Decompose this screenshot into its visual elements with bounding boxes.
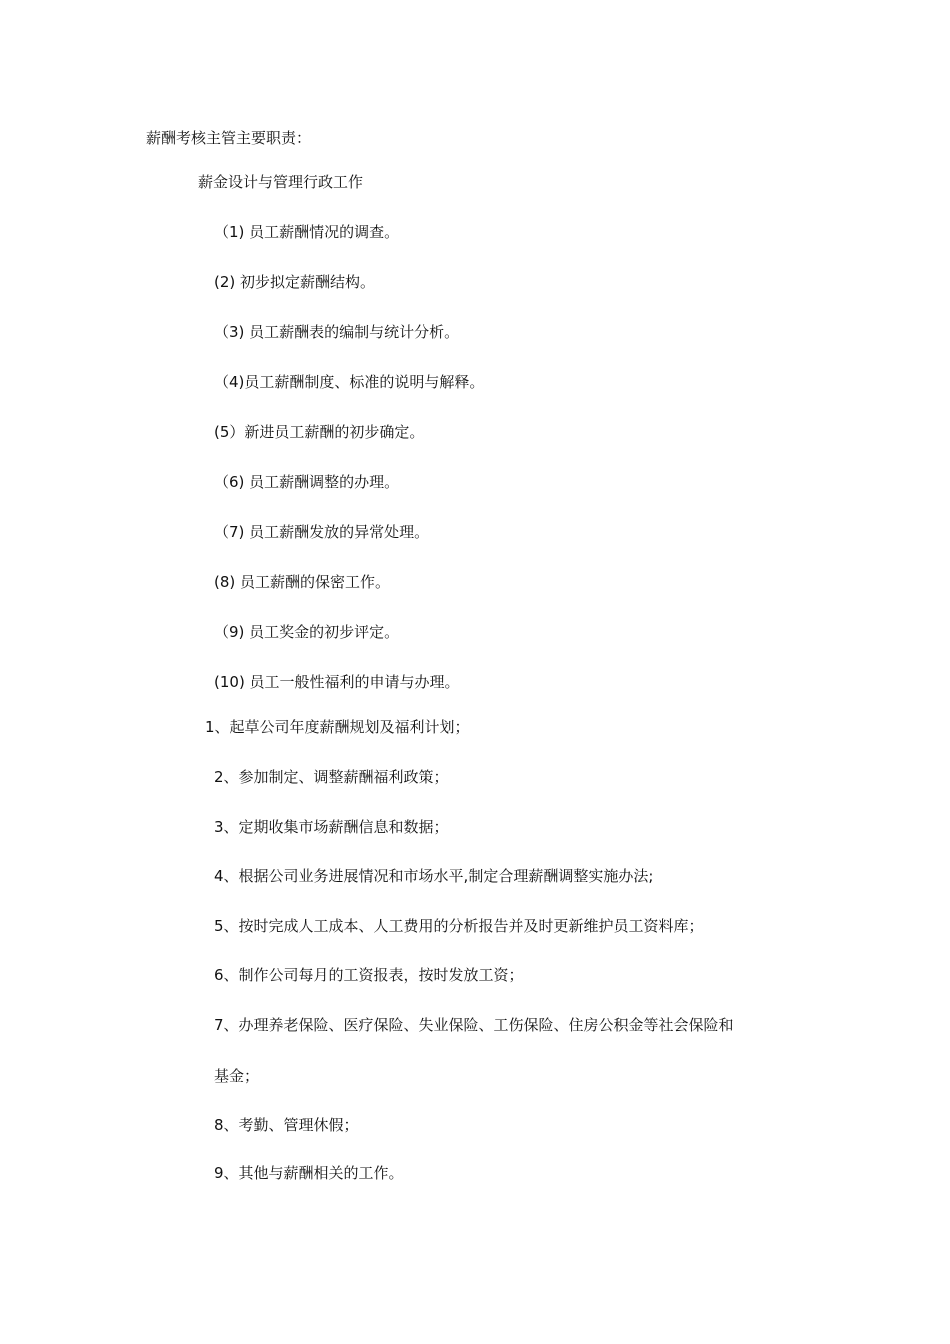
section-heading: 薪金设计与管理行政工作 xyxy=(198,173,364,191)
document-title: 薪酬考核主管主要职责： xyxy=(146,129,312,147)
sub-item: （9) 员工奖金的初步评定。 xyxy=(214,623,400,641)
duty-item: 7、办理养老保险、医疗保险、失业保险、工伤保险、住房公积金等社会保险和 xyxy=(214,1016,734,1034)
sub-item: (10) 员工一般性福利的申请与办理。 xyxy=(214,673,460,691)
sub-item: （4)员工薪酬制度、标准的说明与解释。 xyxy=(214,373,485,391)
sub-item: (2) 初步拟定薪酬结构。 xyxy=(214,273,376,291)
duty-item: 8、考勤、管理休假； xyxy=(214,1116,359,1134)
sub-item: （7) 员工薪酬发放的异常处理。 xyxy=(214,523,430,541)
duty-item: 1、起草公司年度薪酬规划及福利计划； xyxy=(205,718,470,736)
sub-item: （6) 员工薪酬调整的办理。 xyxy=(214,473,400,491)
duty-item: 6、制作公司每月的工资报表，按时发放工资； xyxy=(214,966,524,984)
sub-item: (5）新进员工薪酬的初步确定。 xyxy=(214,423,425,441)
duty-item-continuation: 基金； xyxy=(214,1067,260,1085)
duty-item: 4、根据公司业务进展情况和市场水平,制定合理薪酬调整实施办法; xyxy=(214,867,654,885)
sub-item: （1) 员工薪酬情况的调查。 xyxy=(214,223,400,241)
duty-item: 3、定期收集市场薪酬信息和数据； xyxy=(214,818,449,836)
duty-item: 9、其他与薪酬相关的工作。 xyxy=(214,1164,404,1182)
duty-item: 2、参加制定、调整薪酬福利政策； xyxy=(214,768,449,786)
sub-item: （3) 员工薪酬表的编制与统计分析。 xyxy=(214,323,460,341)
sub-item: (8) 员工薪酬的保密工作。 xyxy=(214,573,391,591)
duty-item: 5、按时完成人工成本、人工费用的分析报告并及时更新维护员工资料库； xyxy=(214,917,704,935)
